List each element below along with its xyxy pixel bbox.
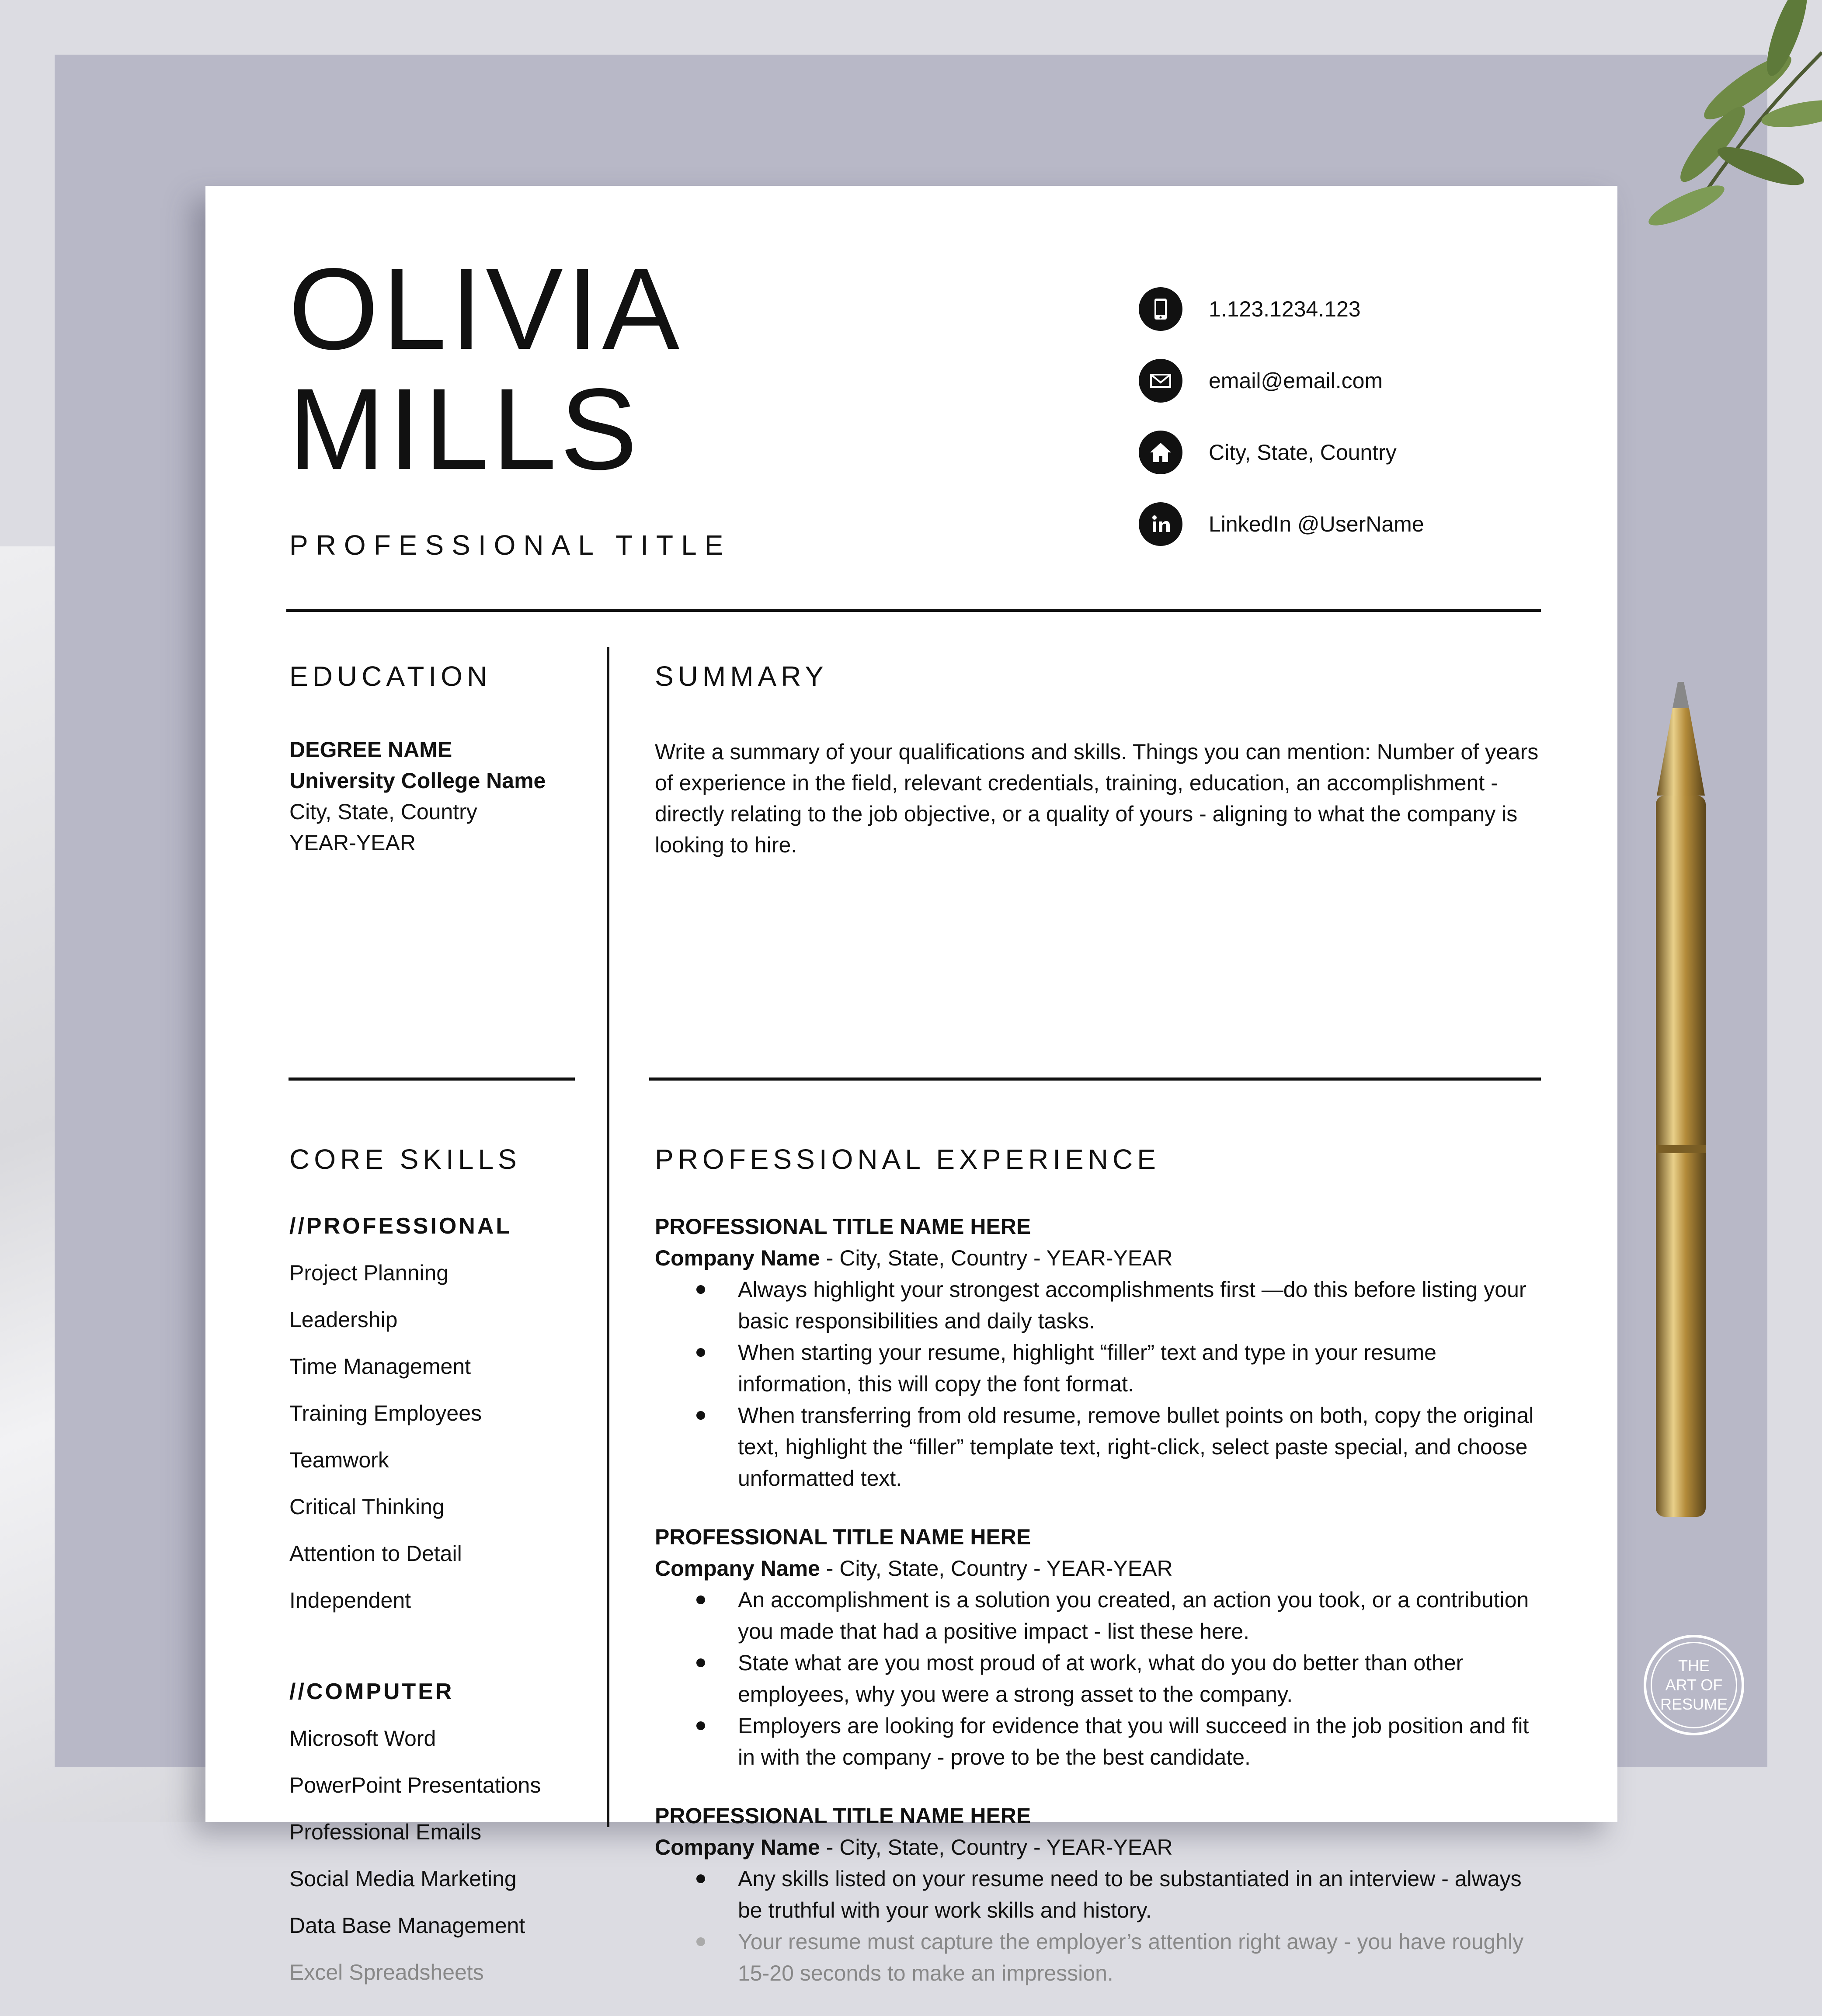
job-bullet: Your resume must capture the employer’s attention right away - you have roughly 15-20 seconds to make an impression.: [738, 1926, 1542, 1989]
summary-text: Write a summary of your qualifications and skills. Things you can mention: Number of years of experience in the field, relevant credentials, training, education, an accomplishment - directly relating to the job objective, or a quality of yours - aligning to what the company is looking to hire.: [655, 740, 1539, 857]
contact-linkedin: LinkedIn @UserName: [1139, 488, 1424, 560]
computer-skills-list: [289, 1724, 541, 2005]
company-name: Company Name: [655, 1835, 820, 1860]
degree-name: DEGREE NAME: [289, 737, 452, 762]
company-name: Company Name: [655, 1246, 820, 1270]
job-bullet: When starting your resume, highlight “filler” text and type in your resume information, this will copy the font format.: [738, 1337, 1542, 1400]
job-company-line: [655, 1832, 1542, 1863]
skill-item: Training Employees: [289, 1401, 482, 1425]
skill-item: Leadership: [289, 1307, 398, 1332]
column-divider: [607, 647, 609, 1827]
contact-email: email@email.com: [1139, 345, 1424, 417]
job-bullet: Always highlight your strongest accomplishments first —do this before listing your basic responsibilities and daily tasks.: [738, 1274, 1542, 1337]
skill-item: Microsoft Word: [289, 1726, 436, 1751]
job-bullet: An accomplishment is a solution you created, an action you took, or a contribution you made that had a positive impact - list these here.: [738, 1584, 1542, 1647]
home-icon: [1139, 431, 1182, 474]
job-entry: [655, 1521, 1542, 1773]
gold-pen-decoration: [1644, 682, 1722, 1556]
job-title: PROFESSIONAL TITLE NAME HERE: [655, 1525, 1031, 1549]
summary-heading: SUMMARY: [655, 660, 828, 692]
education-heading: EDUCATION: [289, 660, 492, 692]
skill-item: Project Planning: [289, 1261, 449, 1285]
skill-item: Data Base Management: [289, 1913, 525, 1938]
contact-block: [1139, 273, 1424, 560]
job-entry: [655, 1800, 1542, 1989]
contact-phone: 1.123.1234.123: [1139, 273, 1424, 345]
job-bullet: Employers are looking for evidence that you will succeed in the job position and fit in with the company - prove to be the best candidate.: [738, 1710, 1542, 1773]
job-bullet: When transferring from old resume, remove bullet points on both, copy the original text, highlight the “filler” template text, right-click, select paste special, and choose unformatted text.: [738, 1400, 1542, 1494]
education-years: YEAR-YEAR: [289, 831, 416, 855]
skill-item: PowerPoint Presentations: [289, 1773, 541, 1797]
education-divider: [289, 1078, 575, 1081]
skill-item: Time Management: [289, 1354, 471, 1379]
resume-page: [205, 186, 1617, 1985]
envelope-icon: [1139, 359, 1182, 403]
job-company-line: [655, 1242, 1542, 1274]
experience-list: [655, 1211, 1542, 2016]
header-divider: [286, 609, 1541, 612]
contact-location: City, State, Country: [1139, 417, 1424, 488]
skill-item: Independent: [289, 1588, 411, 1613]
skill-item: Teamwork: [289, 1448, 389, 1472]
phone-icon: [1139, 287, 1182, 331]
computer-skills-label: //COMPUTER: [289, 1679, 454, 1704]
skill-item: Social Media Marketing: [289, 1867, 517, 1891]
skill-item: Critical Thinking: [289, 1495, 445, 1519]
job-title: PROFESSIONAL TITLE NAME HERE: [655, 1804, 1031, 1828]
skill-item: Attention to Detail: [289, 1541, 462, 1566]
company-name: Company Name: [655, 1556, 820, 1581]
school-name: University College Name: [289, 768, 546, 793]
skill-item: Professional Emails: [289, 1820, 482, 1844]
art-of-resume-logo: THE ART OF RESUME: [1644, 1635, 1744, 1735]
job-details: - City, State, Country - YEAR-YEAR: [820, 1246, 1173, 1270]
school-location: City, State, Country: [289, 799, 477, 824]
job-details: - City, State, Country - YEAR-YEAR: [820, 1835, 1173, 1860]
professional-skills-list: [289, 1259, 482, 1633]
job-details: - City, State, Country - YEAR-YEAR: [820, 1556, 1173, 1581]
job-bullets: [655, 1584, 1542, 1773]
job-entry: [655, 1211, 1542, 1494]
job-bullets: [655, 1863, 1542, 1989]
summary-divider: [649, 1078, 1541, 1081]
job-company-line: [655, 1553, 1542, 1584]
candidate-name: OLIVIA MILLS: [289, 244, 683, 494]
job-bullets: [655, 1274, 1542, 1494]
professional-title: PROFESSIONAL TITLE: [289, 529, 731, 561]
linkedin-icon: [1139, 502, 1182, 546]
core-skills-heading: CORE SKILLS: [289, 1144, 521, 1175]
skill-item: Excel Spreadsheets: [289, 1960, 484, 1985]
job-title: PROFESSIONAL TITLE NAME HERE: [655, 1214, 1031, 1239]
education-entry: [289, 734, 546, 859]
job-bullet: Any skills listed on your resume need to be substantiated in an interview - always be truthful with your work skills and history.: [738, 1863, 1542, 1926]
job-bullet: State what are you most proud of at work, what do you do better than other employees, why you were a strong asset to the company.: [738, 1647, 1542, 1710]
experience-heading: PROFESSIONAL EXPERIENCE: [655, 1144, 1160, 1175]
professional-skills-label: //PROFESSIONAL: [289, 1213, 512, 1239]
